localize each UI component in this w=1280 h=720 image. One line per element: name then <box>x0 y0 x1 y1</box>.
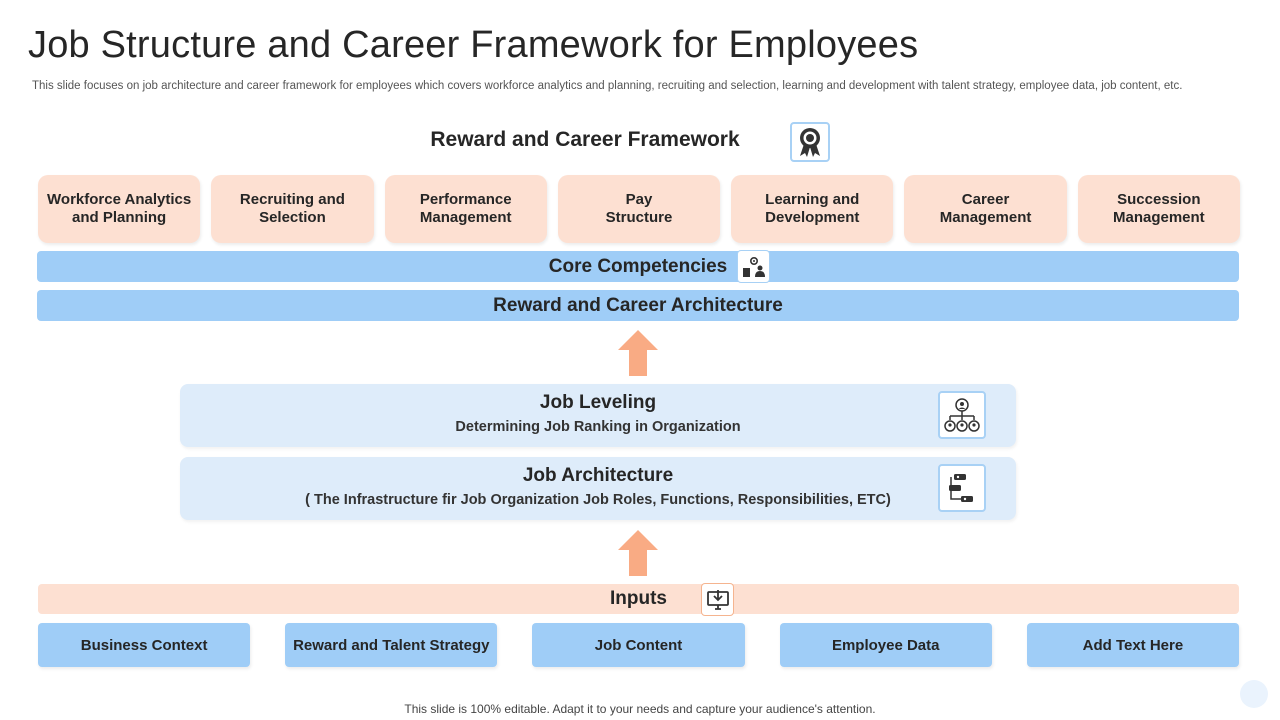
up-arrow-icon <box>618 530 658 576</box>
job-architecture-panel <box>180 457 1016 520</box>
category-pay-structure: Pay Structure <box>558 175 720 243</box>
job-leveling-title: Job Leveling <box>539 392 657 413</box>
category-performance: Performance Management <box>385 175 547 243</box>
job-architecture-subtitle: ( The Infrastructure fir Job Organization Job Roles, Functions, Responsibilities, ETC) <box>305 492 891 508</box>
job-leveling-subtitle: Determining Job Ranking in Organization <box>455 419 741 435</box>
reward-architecture-label: Reward and Career Architecture <box>493 294 783 316</box>
core-competencies-bar <box>37 251 1239 282</box>
page-title: Job Structure and Career Framework for Employees <box>28 24 919 66</box>
inputs-bar <box>38 584 1239 614</box>
corner-decoration <box>1240 680 1268 708</box>
monitor-download-icon <box>701 583 734 616</box>
inputs-label: Inputs <box>610 588 667 609</box>
framework-title: Reward and Career Framework <box>430 128 740 151</box>
input-add-text: Add Text Here <box>1027 623 1239 667</box>
category-learning: Learning and Development <box>731 175 893 243</box>
input-job-content: Job Content <box>532 623 744 667</box>
team-settings-icon <box>737 250 770 283</box>
flowchart-icon <box>938 464 986 512</box>
category-recruiting: Recruiting and Selection <box>211 175 373 243</box>
framework-categories <box>38 175 1240 243</box>
category-succession: Succession Management <box>1078 175 1240 243</box>
up-arrow-icon <box>618 330 658 376</box>
category-career: Career Management <box>904 175 1066 243</box>
award-ribbon-icon <box>790 122 830 162</box>
reward-architecture-bar <box>37 290 1239 321</box>
job-architecture-title: Job Architecture <box>522 465 674 486</box>
inputs-list <box>38 623 1239 667</box>
page-subtitle: This slide focuses on job architecture and career framework for employees which covers workforce analytics and planning, recruiting and selection, learning and development with talent strategy, employee data, job content, etc. <box>32 80 1183 92</box>
footer-note: This slide is 100% editable. Adapt it to your needs and capture your audience's attention. <box>404 702 876 716</box>
input-reward-talent-strategy: Reward and Talent Strategy <box>285 623 497 667</box>
input-business-context: Business Context <box>38 623 250 667</box>
core-competencies-label: Core Competencies <box>548 255 728 277</box>
category-workforce-analytics: Workforce Analytics and Planning <box>38 175 200 243</box>
job-leveling-panel <box>180 384 1016 447</box>
input-employee-data: Employee Data <box>780 623 992 667</box>
org-hierarchy-icon <box>938 391 986 439</box>
